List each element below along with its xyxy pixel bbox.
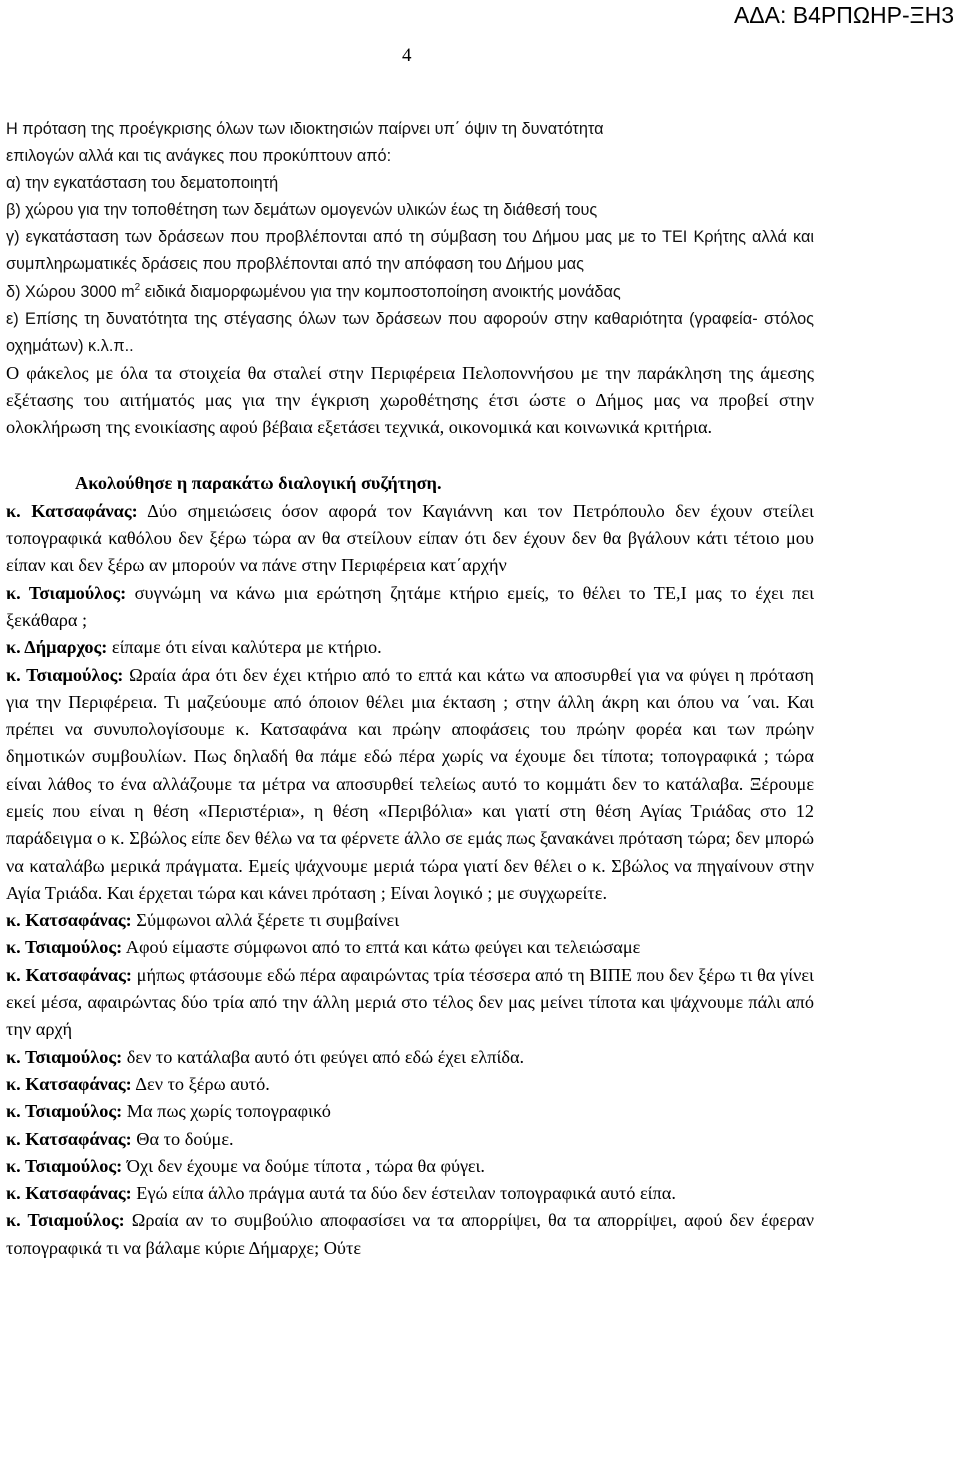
document-body xyxy=(6,116,814,1262)
dialogue-entry xyxy=(6,1071,814,1098)
dialogue-entry xyxy=(6,1126,814,1153)
intro-item-d: δ) Χώρου 3000 $m^2$ ειδικά διαμορφωμένου για την κομποστοποίηση ανοικτής μονάδας xyxy=(6,281,621,301)
folder-paragraph: Ο φάκελος με όλα τα στοιχεία θα σταλεί στην Περιφέρεια Πελοποννήσου με την παράκληση της άμεσης εξέτασης του αιτήματός μας για την έγκριση χωροθέτησης έτσι ώστε ο Δήμος μας να προβεί στην ολοκλήρωση της ενοικίασης αφού βέβαια εξετάσει τεχνικά, οικονομικά και κοινωνικά κριτήρια. xyxy=(6,362,814,438)
page-number: 4 xyxy=(402,45,412,66)
dialogue-entry xyxy=(6,1207,814,1262)
dialogue-entry xyxy=(6,934,814,961)
superscript: 2 xyxy=(134,281,141,293)
speech-text: Μα πως χωρίς τοπογραφικό xyxy=(122,1101,331,1122)
intro-section xyxy=(6,116,814,360)
speech-text: Σύμφωνοι αλλά ξέρετε τι συμβαίνει xyxy=(131,910,400,931)
dialogue-entry xyxy=(6,634,814,661)
speech-text: Ωραία αν το συμβούλιο αποφασίσει να τα απορρίψει, θα τα απορρίψει, αφού δεν έφεραν τοπογραφικά τι να βάλαμε κύριε Δήμαρχε; Ούτε xyxy=(6,1210,814,1258)
speaker-name: κ. Κατσαφάνας: xyxy=(6,964,132,985)
speaker-name: κ. Κατσαφάνας: xyxy=(6,910,132,931)
speech-text: Εγώ είπα άλλο πράγμα αυτά τα δύο δεν έστειλαν τοπογραφικά αυτό είπα. xyxy=(131,1183,676,1204)
intro-line: Η πρόταση της προέγκρισης όλων των ιδιοκτησιών παίρνει υπ΄ όψιν τη δυνατότητα xyxy=(6,120,604,138)
speech-text: δεν το κατάλαβα αυτό ότι φεύγει από εδώ έχει ελπίδα. xyxy=(122,1046,525,1067)
dialogue-entry xyxy=(6,1153,814,1180)
dialogue-entry xyxy=(6,1180,814,1207)
dialogue-entry xyxy=(6,662,814,908)
speaker-name: κ. Τσιαμούλος: xyxy=(6,664,124,685)
speaker-name: κ. Δήμαρχος: xyxy=(6,637,108,658)
speaker-name: κ. Τσιαμούλος: xyxy=(6,1046,123,1067)
dialogue-entry xyxy=(6,907,814,934)
speaker-name: κ. Τσιαμούλος: xyxy=(6,937,123,958)
speaker-name: κ. Τσιαμούλος: xyxy=(6,1210,125,1231)
dialogue-entry xyxy=(6,1098,814,1125)
speaker-name: κ. Κατσαφάνας: xyxy=(6,1073,132,1094)
discussion-heading: Ακολούθησε η παρακάτω διαλογική συζήτηση. xyxy=(75,472,442,493)
speaker-name: κ. Κατσαφάνας: xyxy=(6,1128,132,1149)
dialogue-entry xyxy=(6,1044,814,1071)
intro-item-b: β) χώρου για την τοποθέτηση των δεμάτων ομογενών υλικών έως τη διάθεσή τους xyxy=(6,201,598,220)
speech-text: μήπως φτάσουμε εδώ πέρα αφαιρώντας τρία τέσσερα από τη ΒΙΠΕ που δεν ξέρω τι θα γίνει εκεί μέσα, αφαιρώντας δύο τρία από την άλλη μεριά στο τέλος δεν μας μείνει τίποτα και ψάχνουμε πάλι από την αρχή xyxy=(6,964,814,1040)
dialogue-entry xyxy=(6,962,814,1044)
intro-item-c: γ) εγκατάσταση των δράσεων που προβλέπονται από τη σύμβαση του Δήμου μας με το ΤΕΙ Κρήτης αλλά και συμπληρωματικές δράσεις που προβλέπονται από την απόφαση του Δήμου μας xyxy=(6,228,814,274)
speech-text: είπαμε ότι είναι καλύτερα με κτήριο. xyxy=(107,637,382,658)
speaker-name: κ. Κατσαφάνας: xyxy=(6,500,138,521)
dialogue-entry xyxy=(6,580,814,635)
speech-text: συγνώμη να κάνω μια ερώτηση ζητάμε κτήριο εμείς, το θέλει το ΤΕ,Ι μας το έχει πει ξεκάθαρα ; xyxy=(6,582,814,630)
speaker-name: κ. Τσιαμούλος: xyxy=(6,582,127,603)
speech-text: Αφού είμαστε σύμφωνοι από το επτά και κάτω φεύγει και τελειώσαμε xyxy=(122,937,641,958)
speech-text: Ωραία άρα ότι δεν έχει κτήριο από το επτά και κάτω να αποσυρθεί για να φύγει η πρόταση για την Περιφέρεια. Τι μαζεύουμε από όποιον θέλει μια έκταση ; στην άλλη άκρη και όπου να ΄ναι. Και πρέπει να συνυπολογίσουμε κ. Κατσαφάνα και πρώην αποφάσεις του πρώην φορέα και των πρώην δημοτικών συμβουλίων. Πως δηλαδή θα πάμε εδώ πέρα χωρίς να έχουμε δει τίποτα; τοπογραφικά ; τώρα είναι λάθος το ένα αλλάζουμε τα μέτρα να αποσυρθεί τελείως αυτό το κομμάτι δεν το κατάλαβα. Ξέρουμε εμείς που είναι η θέση «Περιστέρια», η θέση «Περιβόλια» και γιατί στη θέση Αγίας Τριάδας στο 12 παράδειγμα ο κ. Σβώλος είπε δεν θέλω να τα φέρνετε άλλο σε εμάς πως ξανακάνει πρόταση τώρα; δεν μπορώ να καταλάβω μερικά πράγματα. Εμείς ψάχνουμε μεριά τώρα γιατί δεν θέλει ο κ. Σβώλος να πηγαίνουν στην Αγία Τριάδα. Και έρχεται τώρα και κάνει πρόταση ; Είναι λογικό ; με συγχωρείτε. xyxy=(6,664,814,903)
intro-item-a: α) την εγκατάσταση του δεματοποιητή xyxy=(6,174,279,193)
intro-line: επιλογών αλλά και τις ανάγκες που προκύπτουν από: xyxy=(6,147,392,166)
speech-text: Δύο σημειώσεις όσον αφορά τον Καγιάννη και τον Πετρόπουλο δεν έχουν στείλει τοπογραφικά καθόλου δεν ξέρω τώρα αν θα στείλουν είπαν ότι δεν έχουν δεν θα βγάλουν κάτι τέτοιο μου είπαν και δεν ξέρω αν μπορούν να πάνε στην Περιφέρεια κατ΄αρχήν xyxy=(6,500,814,576)
intro-item-e: ε) Επίσης τη δυνατότητα της στέγασης όλων των δράσεων που αφορούν στην καθαριότητα (γραφεία- στόλος οχημάτων) κ.λ.π.. xyxy=(6,309,814,355)
speaker-name: κ. Κατσαφάνας: xyxy=(6,1183,132,1204)
ada-code: ΑΔΑ: Β4ΡΠΩΗΡ-ΞΗ3 xyxy=(733,2,954,28)
speech-text: Όχι δεν έχουμε να δούμε τίποτα , τώρα θα φύγει. xyxy=(122,1155,485,1176)
speaker-name: κ. Τσιαμούλος: xyxy=(6,1101,123,1122)
speaker-name: κ. Τσιαμούλος: xyxy=(6,1155,123,1176)
dialogue-entry xyxy=(6,498,814,580)
speech-text: Θα το δούμε. xyxy=(131,1128,234,1149)
speech-text: Δεν το ξέρω αυτό. xyxy=(131,1073,270,1094)
